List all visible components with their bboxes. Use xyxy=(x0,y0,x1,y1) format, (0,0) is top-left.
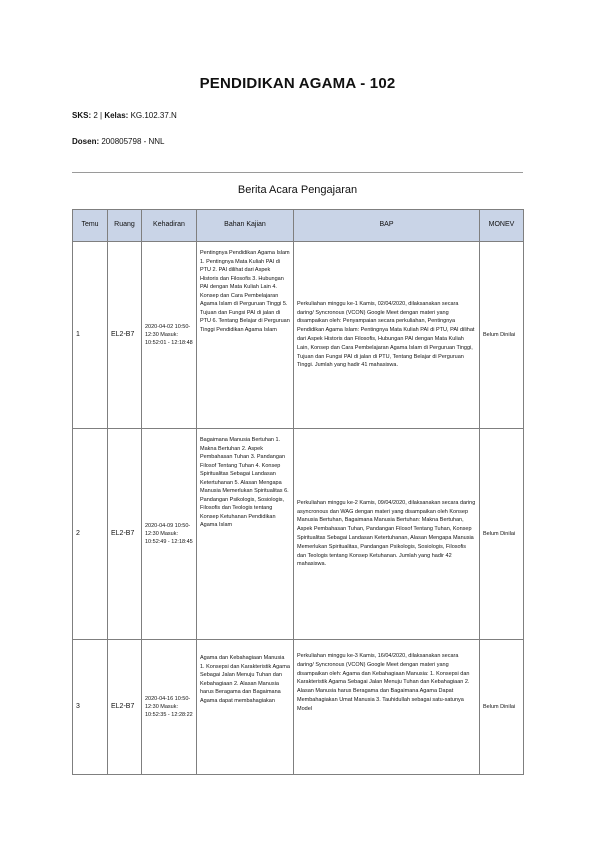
cell-monev: Belum Dinilai xyxy=(480,429,524,640)
section-title: Berita Acara Pengajaran xyxy=(237,184,358,196)
cell-monev: Belum Dinilai xyxy=(480,242,524,429)
kelas-value: KG.102.37.N xyxy=(128,111,177,120)
cell-kehadiran: 2020-04-16 10:50-12:30 Masuk: 10:52:35 - 12:28:22 xyxy=(142,640,197,775)
cell-monev: Belum Dinilai xyxy=(480,640,524,775)
cell-kehadiran: 2020-04-09 10:50-12:30 Masuk: 10:52:49 - 12:18:45 xyxy=(142,429,197,640)
dosen-value: 200805798 - NNL xyxy=(99,137,165,146)
cell-temu: 1 xyxy=(73,242,108,429)
header-monev: MONEV xyxy=(480,210,524,242)
cell-kehadiran: 2020-04-02 10:50-12:30 Masuk: 10:52:01 - 12:18:48 xyxy=(142,242,197,429)
header-kehadiran: Kehadiran xyxy=(142,210,197,242)
cell-bap: Perkuliahan minggu ke-2 Kamis, 09/04/2020, dilaksanakan secara daring asyncronous dan WAG dengan materi yang disampaikan oleh Konsep Manusia Bertuhan, Bagaimana Manusia Bertuhan: Makna Bertuhan, Aspek Pembahasan Tuhan, Pandangan Filosof Tentang Tuhan, Konsep Spiritualitas Sebagai Landasan Ketertuhanan, Alasan Mengapa Manusia Memerlukan Spiritualitas, Pandangan Psikologis, Sosiologis, Filosofis dan Teologis tentang Konsep Ketuhanan. Jumlah yang hadir 42 mahasiswa. xyxy=(294,429,480,640)
divider xyxy=(72,172,523,173)
header-bap: BAP xyxy=(294,210,480,242)
cell-ruang: EL2-B7 xyxy=(108,242,142,429)
course-title: PENDIDIKAN AGAMA - 102 xyxy=(199,75,396,92)
header-bahan-kajian: Bahan Kajian xyxy=(197,210,294,242)
cell-bahan-kajian: Pentingnya Pendidikan Agama Islam 1. Pentingnya Mata Kuliah PAI di PTU 2. PAI dilihat dari Aspek Historis dan Filosofis 3. Hubungan PAI dengan Mata Kuliah Lain 4. Konsep dan Cara Pembelajaran Agama Islam di Perguruan Tinggi 5. Tujuan dan Fungsi PAI di jalan di PTU 6. Tentang Belajar di Perguruan Tinggi Pendidikan Agama Islam xyxy=(197,242,294,429)
cell-bahan-kajian: Agama dan Kebahagiaan Manusia 1. Konsepsi dan Karakteristik Agama Sebagai Jalan Menuju Tuhan dan Kebahagiaan 2. Alasan Manusia harus Beragama dan Bagaimana Agama dapat membahagiakan xyxy=(197,640,294,775)
cell-bap: Perkuliahan minggu ke-1 Kamis, 02/04/2020, dilaksanakan secara daring/ Syncronous (VCON) Google Meet dengan materi yang disampaikan oleh: Penyampaian secara perkuliahan, Pentingnya Pendidikan Agama Islam: Pentingnya Mata Kuliah PAI di PTU, PAI dilihat dari Aspek Historis dan Filosofis, Hubungan PAI dengan Mata Kuliah Lain, Konsep dan Cara Pembelajaran Agama Islam di Perguruan Tinggi, Tujuan dan Fungsi PAI di jalan di PTU, Tentang Belajar di Perguruan Tinggi. Jumlah yang hadir 41 mahasiswa. xyxy=(294,242,480,429)
dosen-label: Dosen: xyxy=(72,137,100,146)
kelas-label: Kelas: xyxy=(104,111,129,120)
cell-temu: 3 xyxy=(73,640,108,775)
cell-temu: 2 xyxy=(73,429,108,640)
table-row xyxy=(73,640,524,775)
header-temu: Temu xyxy=(73,210,108,242)
course-meta xyxy=(72,111,177,120)
table-row xyxy=(73,429,524,640)
header-ruang: Ruang xyxy=(108,210,142,242)
cell-bahan-kajian: Bagaimana Manusia Bertuhan 1. Makna Bertuhan 2. Aspek Pembahasan Tuhan 3. Pandangan Filosof Tentang Tuhan 4. Konsep Spiritualitas Sebagai Landasan Ketertuhanan 5. Alasan Mengapa Manusia Memerlukan Spiritualitas 6. Pandangan Psikologis, Sosiologis, Filosofis dan Teologis tentang Konsep Ketuhanan Pendidikan Agama Islam xyxy=(197,429,294,640)
cell-ruang: EL2-B7 xyxy=(108,640,142,775)
bap-table xyxy=(72,209,524,775)
cell-bap: Perkuliahan minggu ke-3 Kamis, 16/04/2020, dilaksanakan secara daring/ Syncronous (VCON) Google Meet dengan materi yang disampaikan oleh: Agama dan Kebahagiaan Manusia: 1. Konsepsi dan Karakteristik Agama Sebagai Jalan Menuju Tuhan dan Kebahagiaan 2. Alasan Manusia harus Beragama dan Bagaimana Agama Dapat Membahagiakan Umat Manusia 3. Tauhidullah sebagai satu-satunya Model xyxy=(294,640,480,775)
cell-ruang: EL2-B7 xyxy=(108,429,142,640)
table-header-row xyxy=(73,210,524,242)
sks-label: SKS: xyxy=(72,111,92,120)
sks-value: 2 | xyxy=(91,111,105,120)
lecturer-meta xyxy=(72,137,165,146)
table-row xyxy=(73,242,524,429)
